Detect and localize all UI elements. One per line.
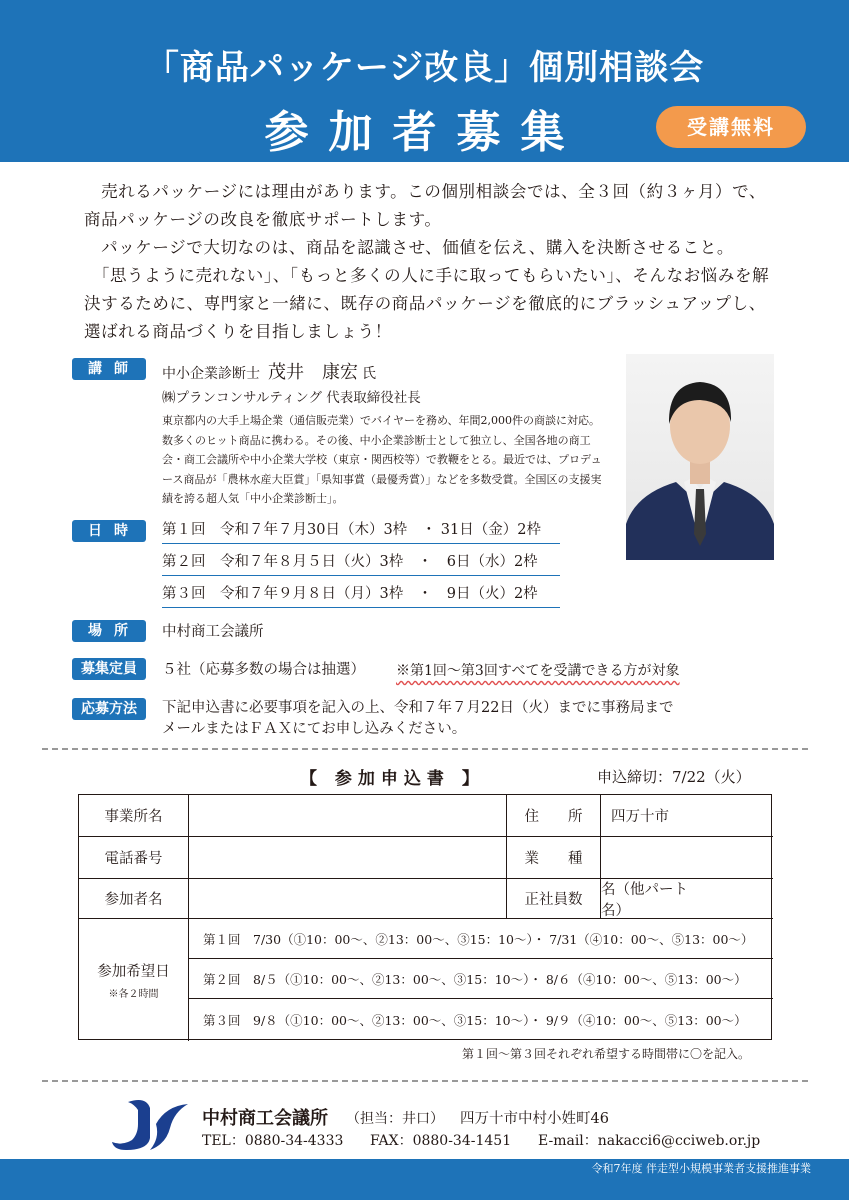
program-name: 令和7年度 伴走型小規模事業者支援推進事業 [591, 1162, 811, 1175]
schedule-tag: 日時 [72, 520, 146, 542]
form-title: 【 参加申込書 】 [300, 769, 485, 789]
lecturer-honorific: 氏 [362, 366, 376, 382]
form-footnote: 第１回～第３回それぞれ希望する時間帯に〇を記入。 [462, 1047, 751, 1061]
lecturer-bio: 東京都内の大手上場企業（通信販売業）でバイヤーを務め、年間2,000件の商談に対応。数多くのヒット商品に携わる。その後、中小企業診断士として独立し、全国各地の商工会・商工会議所や中小企業大学校（東京・関西校等）で教鞭をとる。最近では、プロデュース商品が「農林水産大臣賞」「県知事賞（最優秀賞）」などを多数受賞。全国区の支援実績を誇る超人気「中小企業診断士」。 [162, 414, 602, 505]
employees-field[interactable]: 名（他パート 名） [601, 879, 773, 919]
lecturer-name: 茂井 康宏 [268, 362, 358, 383]
intro-paragraph: 「思うように売れない」、「もっと多くの人に手に取ってもらいたい」、そんなお悩みを解決するために、専門家と一緒に、既存の商品パッケージを徹底的にブラッシュアップし、選ばれる商品づくりを目指しましょう！ [84, 266, 770, 341]
slot-row-1[interactable]: 第１回 7/30（①10：00～、②13：00～、③15：10～）・ 7/31（④10：00～、⑤13：00～） [189, 919, 773, 959]
address-label: 住 所 [507, 795, 601, 837]
employees-label: 正社員数 [507, 879, 601, 919]
org-logo-icon [110, 1094, 190, 1152]
org-tel: TEL：0880-34-4333 [202, 1133, 344, 1149]
page-subtitle: 参加者募集 [264, 107, 585, 158]
org-email[interactable]: E-mail：nakacci6@cciweb.or.jp [538, 1133, 761, 1149]
free-badge: 受講無料 [656, 106, 806, 148]
org-address: 四万十市中村小姓町46 [460, 1111, 609, 1127]
participant-field[interactable] [189, 879, 507, 919]
form-deadline: 申込締切：7/22（火） [597, 768, 751, 786]
page-title: 「商品パッケージ改良」個別相談会 [144, 48, 705, 88]
slot-row-3[interactable]: 第３回 9/８（①10：00～、②13：00～、③15：10～）・ 9/９（④10：00～、⑤13：00～） [203, 1013, 747, 1028]
date-label: 参加希望日 [97, 964, 170, 980]
date-label-cell [79, 919, 189, 1041]
venue-value: 中村商工会議所 [162, 624, 264, 640]
schedule-row: 第１回 令和７年７月30日（木）3枠 ・ 31日（金）2枠 [162, 518, 560, 544]
capacity-note: ※第1回～第3回すべてを受講できる方が対象 [396, 663, 680, 679]
industry-field[interactable] [601, 837, 773, 879]
schedule-row: 第３回 令和７年９月８日（月）3枠 ・ 9日（火）2枠 [162, 582, 560, 608]
participant-label: 参加者名 [79, 879, 189, 919]
lecturer-name-line [162, 358, 376, 384]
lecturer-tag: 講師 [72, 358, 146, 380]
application-line: メールまたはＦＡＸにてお申し込みください。 [162, 721, 467, 737]
capacity-value: ５社（応募多数の場合は抽選） [162, 662, 365, 678]
intro-paragraph: パッケージで大切なのは、商品を認識させ、価値を伝え、購入を決断させること。 [84, 238, 734, 257]
venue-tag: 場所 [72, 620, 146, 642]
intro-text [84, 178, 774, 346]
capacity-tag: 募集定員 [72, 658, 146, 680]
schedule-row: 第２回 令和７年８月５日（火）3枠 ・ 6日（水）2枠 [162, 550, 560, 576]
address-field[interactable]: 四万十市 [601, 795, 773, 837]
application-tag: 応募方法 [72, 698, 146, 720]
lecturer-title: 中小企業診断士 [162, 366, 260, 382]
org-contact: （担当：井口） [346, 1111, 444, 1127]
business-name-field[interactable] [189, 795, 507, 837]
intro-paragraph: 売れるパッケージには理由があります。この個別相談会では、全３回（約３ヶ月）で、商品パッケージの改良を徹底サポートします。 [84, 182, 767, 229]
application-form [78, 794, 772, 1040]
application-text [162, 698, 673, 740]
date-sub-label: ※各２時間 [108, 989, 159, 1000]
lecturer-photo [626, 354, 774, 560]
application-line: 下記申込書に必要事項を記入の上、令和７年７月22日（火）までに事務局まで [162, 700, 674, 716]
org-fax: FAX：0880-34-1451 [370, 1133, 512, 1149]
industry-label: 業 種 [507, 837, 601, 879]
lecturer-company: ㈱プランコンサルティング 代表取締役社長 [162, 390, 421, 406]
business-name-label: 事業所名 [79, 795, 189, 837]
header-banner [0, 0, 849, 162]
divider [42, 748, 808, 750]
phone-field[interactable] [189, 837, 507, 879]
slot-row-2[interactable]: 第２回 8/５（①10：00～、②13：00～、③15：10～）・ 8/６（④10：00～、⑤13：00～） [189, 959, 773, 999]
divider [42, 1080, 808, 1082]
phone-label: 電話番号 [79, 837, 189, 879]
org-name: 中村商工会議所 [202, 1108, 328, 1129]
